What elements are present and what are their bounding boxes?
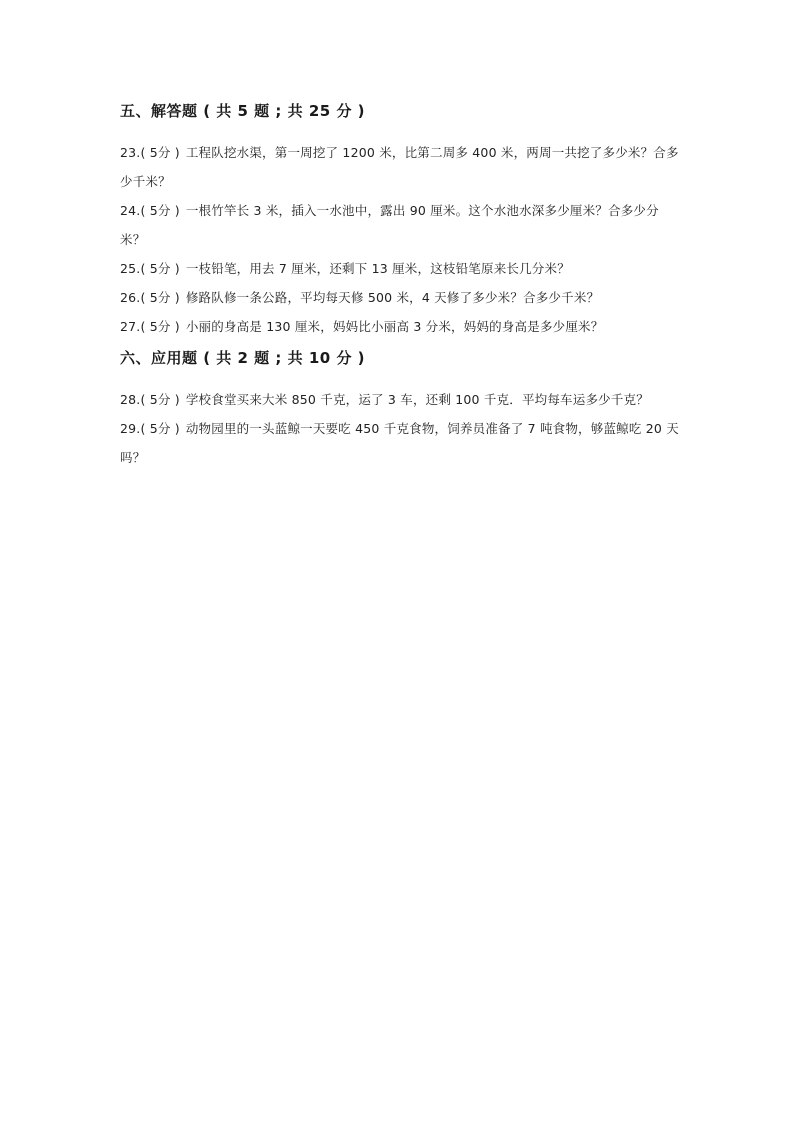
question-score: ( 5分 ) xyxy=(140,261,180,276)
question-text: 学校食堂买来大米 850 千克，运了 3 车，还剩 100 千克．平均每车运多少千克？ xyxy=(185,392,649,407)
question-text: 修路队修一条公路，平均每天修 500 米，4 天修了多少米？合多少千米？ xyxy=(185,290,600,305)
question-score: ( 5分 ) xyxy=(140,203,180,218)
question-number: 24. xyxy=(120,203,141,218)
question-27 xyxy=(120,312,680,341)
question-24 xyxy=(120,196,680,254)
question-25 xyxy=(120,254,680,283)
question-26 xyxy=(120,283,680,312)
question-number: 28. xyxy=(120,392,141,407)
question-number: 29. xyxy=(120,421,141,436)
question-23 xyxy=(120,138,680,196)
question-number: 25. xyxy=(120,261,141,276)
question-number: 23. xyxy=(120,145,141,160)
question-text: 动物园里的一头蓝鲸一天要吃 450 千克食物，饲养员准备了 7 吨食物，够蓝鲸吃 20 天吗？ xyxy=(120,421,679,465)
page-content xyxy=(120,100,680,472)
question-number: 27. xyxy=(120,319,141,334)
question-text: 一枝铅笔，用去 7 厘米，还剩下 13 厘米，这枝铅笔原来长几分米？ xyxy=(185,261,570,276)
section-six-title: 六、应用题 ( 共 2 题 ; 共 10 分 ) xyxy=(120,349,366,367)
question-text: 小丽的身高是 130 厘米，妈妈比小丽高 3 分米，妈妈的身高是多少厘米？ xyxy=(185,319,604,334)
question-score: ( 5分 ) xyxy=(140,392,180,407)
question-score: ( 5分 ) xyxy=(140,290,180,305)
question-28 xyxy=(120,385,680,414)
question-score: ( 5分 ) xyxy=(140,319,180,334)
question-29 xyxy=(120,414,680,472)
question-score: ( 5分 ) xyxy=(140,421,180,436)
question-text: 工程队挖水渠，第一周挖了 1200 米，比第二周多 400 米，两周一共挖了多少米？合多少千米？ xyxy=(120,145,679,189)
question-number: 26. xyxy=(120,290,141,305)
section-five-title: 五、解答题 ( 共 5 题 ; 共 25 分 ) xyxy=(120,102,366,120)
question-text: 一根竹竿长 3 米，插入一水池中，露出 90 厘米。这个水池水深多少厘米？合多少分米？ xyxy=(120,203,659,247)
question-score: ( 5分 ) xyxy=(140,145,180,160)
